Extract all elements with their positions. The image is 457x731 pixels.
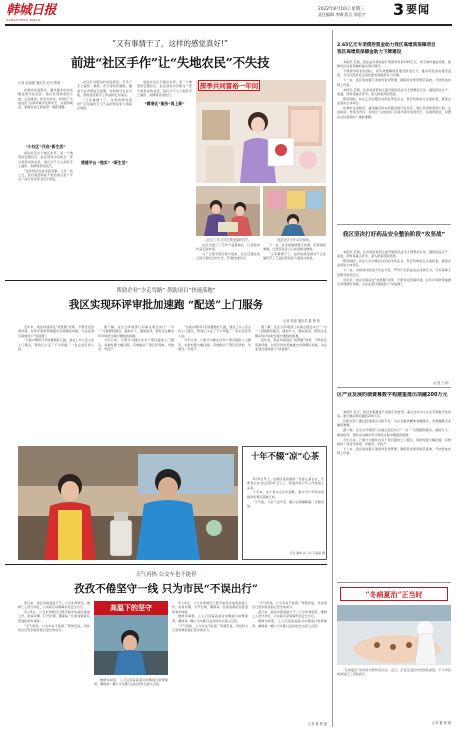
lead-body-col-4: [196, 243, 260, 273]
section-2-byline: 记者 张聪 通讯员 董 鲁 黄: [283, 319, 320, 323]
right-story-1-body: [337, 60, 451, 220]
right-story-4-photo: [337, 605, 451, 665]
lead-paragraph: 社区还建立了手作产品展销区，让居民的作品走进市场。: [196, 243, 260, 252]
caption-left: △社区工作人员在教授编织技艺。: [204, 238, 252, 242]
lead-photo-main: [196, 80, 326, 183]
section-2-col-4: [255, 325, 327, 442]
section-2-paragraph: 今年以来，已累计为辖区内多个项目提供上门服务，审批时限大幅压缩，有效推动了项目早落地、早建设、早投产。: [98, 338, 174, 352]
section-2-col-3: [178, 325, 251, 442]
lead-paragraph: “又有事情干了，这样的感觉真好!”正在编织手工艺品的居民张大姐高兴地说。: [77, 97, 132, 111]
right-rule-3: [337, 582, 451, 583]
right-story-4-caption: [337, 668, 451, 718]
section-3-paragraph: “天气再热，公交车也不能停。”驾驶员说，市民的出行需求就是他们坚守的动力。: [172, 623, 248, 632]
section-2-paragraph: “以前办理环评手续要跑好几趟，现在工作人员主动上门服务，帮我们少走了不少弯路。”一家企业负责人说。: [178, 325, 251, 338]
right-story-2-paragraph: 近年来，我区持续深化“放管服”改革，不断优化营商环境，在环评审批领域推出多项便民举措，为企业项目落地按下“快进键”。: [337, 277, 451, 286]
section-3-paragraph: 早上6点，公交车驾驶员已经开始发车前的准备工作，检查车辆、打开空调，确保每一位乘客都能有舒适的乘车体验。: [172, 601, 248, 614]
right-story-3-paragraph: 区相关部门通过搭建银企对接平台，为企业提供精准金融服务，有效缓解企业融资难题。: [337, 419, 451, 428]
page-number: 3: [393, 0, 405, 19]
right-story-3-paragraph: 下一步，我区将加强专项债券资金管理，确保资金使用规范高效，尽快形成实物工作量。: [337, 446, 451, 456]
right-story-1-paragraph: 本报讯 近期，我区成功争取到专项债券资金2.65亿元，用于城市基础设施、保障性住房等领域的重点项目建设。: [337, 60, 451, 69]
section-3-kicker: 天气再热 公交车也不能停: [135, 572, 197, 578]
section-2-col-1: [18, 325, 94, 442]
right-story-3-paragraph: 据了解，区生态环境部门对重点项目实行“一对一”全程跟踪服务，提前介入、靠前指导，帮助企业解决环评审批过程中遇到的困难。: [337, 428, 451, 437]
lead-headline: 前进“社区手作”让“失地农民”不失技: [70, 55, 270, 70]
section-3-col-2: [94, 678, 168, 727]
lead-paragraph: “这些居民在家闲着没事，又有一技之长，我们就想着能不能给他们搭个平台。”社区党支部书记介绍说。: [18, 168, 73, 182]
lead-byline: 记者 赵丽娜 通讯员 赵丹 鲁燕: [18, 81, 61, 85]
column-divider: [332, 30, 333, 727]
section-3-col-3: [172, 601, 248, 727]
section-3-paragraph: 维修车间里，工人们顶着高温对车辆进行检修保养，确保每一辆公交车都以良好的状态投入运营。: [172, 614, 248, 623]
right-story-2-byline: （记者 王涛）: [430, 381, 451, 385]
right-story-1-paragraph: 下一步，我区将加强专项债券资金管理，确保资金使用规范高效，尽快形成实物工作量。: [337, 78, 451, 87]
section-name: 要闻: [406, 3, 430, 16]
section-3-byline: 记者 董 鲁 摄: [308, 722, 327, 726]
tea-feature-paragraph: 8月9日早上，在城区某街道的一处爱心茶水点，志愿者正在为过往的环卫工人、快递员等户外工作者送上凉茶。: [247, 477, 324, 490]
section-3-paragraph: “天气再热，公交车也不能停。”驾驶员说，市民的出行需求就是他们坚守的动力。: [252, 601, 327, 610]
right-story-4-photo-image: [337, 605, 451, 665]
right-story-2-headline: 我区坚决打好药品安全整治阶段“攻坚战”: [342, 232, 446, 238]
lead-paragraph: 为了让更多居民参与进来，社区还通过线上线下相结合的方式，开展技能培训。: [196, 252, 260, 261]
lead-photo-left: [196, 186, 260, 236]
tea-photo-image: [18, 446, 238, 560]
editor-line: 责任编辑 李娜 版式 郭思宇: [318, 12, 366, 17]
right-story-1-paragraph: 专项债券资金的到位，将有效缓解项目建设资金压力，推动项目加快建设进度，为全区经济社会高质量发展提供有力支撑。: [337, 69, 451, 78]
lead-section-head-3: “精准化”服务“再上新”: [144, 101, 185, 106]
right-story-2-paragraph: 整治期间，执法人员对辖区内药品零售企业、医疗机构进行全面检查，督促企业落实主体责任。: [337, 259, 451, 268]
right-story-3-paragraph: 本报讯 近日，我区积极推进产业数字化转型，重点支持中小企业开展数字化改造，累计推动项目融资200万元。: [337, 410, 451, 419]
lead-kicker: “又有事情干了，这样的感觉真好!”: [112, 39, 228, 48]
right-story-4-caption-text: “冬病夏治”是传统中医特色疗法。近日，记者走进区中医医院看到，不少市民前来进行三伏贴治疗。: [337, 668, 451, 677]
section-2-headline: 我区实现环评审批加速跑 “配送”上门服务: [68, 299, 264, 311]
section-3-col-1: [18, 601, 90, 727]
section-2-col-2: [98, 325, 174, 442]
lead-body-col-3: [137, 80, 192, 200]
photo-stamp-text: 探季共同富裕一年间: [199, 82, 259, 90]
photo-stamp-banner: [198, 80, 260, 91]
right-story-3-headline: 区产业发展的债费募数字构建重推出项融200万元: [337, 392, 448, 398]
right-story-2-body: [337, 250, 451, 378]
lead-body-col-1b: [18, 151, 73, 273]
lead-photo-right-image: [263, 186, 326, 236]
right-story-3-paragraph: 今年以来，已累计为辖区内多个项目提供上门服务，审批时限大幅压缩，有效推动了项目早落地、早建设、早投产。: [337, 437, 451, 446]
right-rule-2: [337, 387, 451, 388]
bus-sign: 高温下的坚守: [110, 604, 152, 612]
tea-feature-box: [242, 446, 327, 560]
lead-photo-left-image: [196, 186, 260, 236]
section-2-paragraph: 近年来，我区持续深化“放管服”改革，不断优化营商环境，在环评审批领域推出多项便民举措，为企业项目落地按下“快进键”。: [18, 325, 94, 338]
caption-right: 前进社区手作活动现场。: [276, 238, 313, 242]
section-2-rule: [5, 280, 327, 281]
lead-section-head-1: “小社区”开启“新生活”: [25, 144, 66, 149]
right-rule-1: [337, 224, 451, 225]
section-3-rule: [5, 564, 327, 565]
section-3-col-4: [252, 601, 327, 719]
right-story-4-title-box: [340, 587, 448, 601]
lead-photo-main-image: [196, 80, 326, 183]
right-story-1-subhead: 我区高增质保障金助力下牌建设: [337, 50, 402, 55]
section-2-paragraph: 据了解，区生态环境部门对重点项目实行“一对一”全程跟踪服务，提前介入、靠前指导，帮助企业解决环评审批过程中遇到的困难。: [255, 325, 327, 338]
right-story-1-paragraph: 在城市化进程中，越来越多的农民搬进现代化社区。他们告别熟悉的土地，走进楼房，转变为市民。如何让“失地农民”在新环境中发挥所长、实现再就业，是摆在社区面前的一道新课题。: [337, 105, 451, 119]
tea-feature-headline: 十年不辍“凉”心茶: [250, 451, 320, 461]
tea-feature-paragraph: “天气热，大家干活辛苦，喝口凉茶解解暑。”志愿者说。: [247, 499, 324, 508]
section-3-paragraph: 维修车间里，工人们顶着高温对车辆进行检修保养，确保每一辆公交车都以良好的状态投入运营。: [94, 678, 168, 687]
section-3-paragraph: 连日来，我区持续高温天气，公交车驾驶员、维修工人坚守岗位，以实际行动保障市民安全出行。: [18, 601, 90, 610]
section-3-paragraph: 连日来，我区持续高温天气，公交车驾驶员、维修工人坚守岗位，以实际行动保障市民安全出行。: [252, 610, 327, 619]
lead-photo-right: [263, 186, 326, 236]
lead-paragraph: 前进社区位于城区东部，是一个典型的安置社区。社区居民中有相当一部分是原来的农民，他们中不少人拥有手工编织、刺绣等传统技艺。: [137, 80, 192, 97]
newspaper-logo: [6, 3, 76, 23]
section-3-paragraph: 早上6点，公交车驾驶员已经开始发车前的准备工作，检查车辆、打开空调，确保每一位乘客都能有舒适的乘车体验。: [18, 610, 90, 623]
right-story-1-headline: 2.65亿元专项债券资金助力我区高增质保障项目: [337, 43, 436, 48]
section-2-paragraph: 据了解，区生态环境部门对重点项目实行“一对一”全程跟踪服务，提前介入、靠前指导，帮助企业解决环评审批过程中遇到的困难。: [98, 325, 174, 338]
tea-photo: [18, 446, 238, 560]
section-3-headline: 孜孜不倦坚守一线 只为市民“不误出行”: [74, 583, 258, 595]
lead-paragraph: 社区针对居民的实际情况，开设了手工编织、剪纸、布艺等特色课程，邀请专业老师进行授课，并积极与企业对接，帮助居民将手工作品转化为商品。: [77, 80, 132, 97]
lead-paragraph: 前进社区位于城区东部，是一个典型的安置社区。社区居民中有相当一部分是原来的农民，他们中不少人拥有手工编织、刺绣等传统技艺。: [18, 151, 73, 168]
logo-pinyin: GANGCHENG RIBAO: [6, 18, 41, 22]
section-3-paragraph: 维修车间里，工人们顶着高温对车辆进行检修保养，确保每一辆公交车都以良好的状态投入运营。: [252, 619, 327, 628]
issue-date: 2022年8月10日 星期三: [318, 7, 365, 12]
lead-paragraph: 下一步，社区将继续整合资源，拓宽销售渠道，让居民在家门口实现就业增收。: [263, 243, 326, 252]
masthead-rule: [5, 24, 452, 26]
logo-text: 韩城日报: [6, 3, 57, 18]
lead-paragraph: “又有事情干了，这样的感觉真好!”正在编织手工艺品的居民张大姐高兴地说。: [263, 252, 326, 261]
section-2-paragraph: 今年以来，已累计为辖区内多个项目提供上门服务，审批时限大幅压缩，有效推动了项目早落地、早建设、早投产。: [178, 338, 251, 352]
right-story-4-byline: 记者 董 鲁 摄: [432, 721, 451, 725]
section-2-paragraph: “以前办理环评手续要跑好几趟，现在工作人员主动上门服务，帮我们少走了不少弯路。”一家企业负责人说。: [18, 338, 94, 352]
right-story-1-paragraph: 本报讯 近期，区市场监管局全面开展药品安全专项整治行动，围绕药品生产、流通、使用等重点环节，深入排查风险隐患。: [337, 87, 451, 96]
right-story-4-headline: “冬病夏治”正当时: [365, 590, 423, 599]
tea-feature-body: [247, 477, 324, 549]
right-story-3-body: [337, 410, 451, 558]
right-story-2-paragraph: 下一步，该局将持续加大执法力度，严厉打击药品违法违规行为，切实保障人民群众用药安全。: [337, 268, 451, 277]
tea-feature-paragraph: 十年来，这个茶水点从未间断，累计为户外劳动者提供免费凉茶数万杯。: [247, 490, 324, 499]
section-3-paragraph: “天气再热，公交车也不能停。”驾驶员说，市民的出行需求就是他们坚守的动力。: [18, 623, 90, 632]
masthead: [0, 0, 457, 27]
right-story-2-paragraph: 本报讯 近期，区市场监管局全面开展药品安全专项整治行动，围绕药品生产、流通、使用等重点环节，深入排查风险隐患。: [337, 250, 451, 259]
lead-paragraph: 在城市化进程中，越来越多的农民搬进现代化社区。他们告别熟悉的土地，走进楼房，转变为市民。如何让“失地农民”在新环境中发挥所长、实现再就业，是摆在社区面前的一道新课题。: [18, 88, 73, 110]
lead-body-col-2: [77, 80, 132, 273]
lead-body-col-5: [263, 243, 326, 273]
tea-feature-byline: 记者 谢杨 实习生 王丽丽 摄: [289, 551, 325, 555]
lead-section-head-2: 搭建平台 “做实” “新生活”: [81, 160, 128, 165]
right-story-1-paragraph: 整治期间，执法人员对辖区内药品零售企业、医疗机构进行全面检查，督促企业落实主体责任。: [337, 96, 451, 106]
section-2-kicker: 帮助企业“少走弯路” 帮助项目“快速落地”: [116, 288, 216, 294]
section-2-paragraph: 近年来，我区持续深化“放管服”改革，不断优化营商环境，在环评审批领域推出多项便民举措，为企业项目落地按下“快进键”。: [255, 338, 327, 352]
